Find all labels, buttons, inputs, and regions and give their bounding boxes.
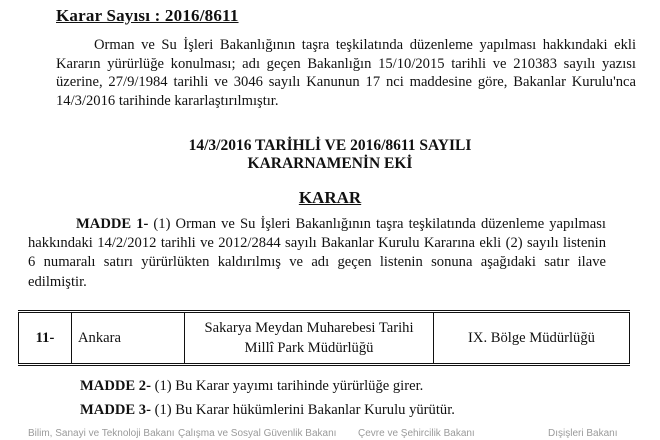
added-list-row-table [18, 310, 630, 366]
article-1-paragraph [28, 215, 606, 292]
karar-heading: KARAR [298, 188, 362, 207]
decision-number-heading: Karar Sayısı : 2016/8611 [56, 6, 239, 25]
row-unit-name-line-1: Sakarya Meydan Muharebesi Tarihi [204, 320, 414, 336]
article-1-text: (1) Orman ve Su İşleri Bakanlığının taşra teşkilatında düzenleme yapılması hakkındaki 14/2/2012 tarihli ve 2012/2844 sayılı Bakanlar Kurulu Kararına ekli (2) sayılı listenin 6 numaralı satırı yürürlükten kaldırılmış ve adı geçen listenin sonuna aşağıdaki satır ilave edilmiştir. [28, 216, 606, 290]
footer-minister-2: Çalışma ve Sosyal Güvenlik Bakanı [178, 428, 337, 439]
article-2-text: (1) Bu Karar yayımı tarihinde yürürlüğe girer. [150, 378, 424, 394]
article-3-text: (1) Bu Karar hükümlerini Bakanlar Kurulu yürütür. [150, 402, 455, 418]
annex-title-line-1: 14/3/2016 TARİHLİ VE 2016/8611 SAYILI [188, 137, 472, 154]
article-3-label: MADDE 3- [80, 402, 151, 418]
signature-footer [0, 428, 660, 440]
article-2-label: MADDE 2- [80, 378, 151, 394]
table-row [19, 312, 630, 365]
intro-paragraph: Orman ve Su İşleri Bakanlığının taşra teşkilatında düzenleme yapılması hakkındaki ekli Kararın yürürlüğe konulması; adı geçen Bakanlığın 15/10/2015 tarihli ve 210383 sayılı yazısı üzerine, 27/9/1984 tarihli ve 3046 sayılı Kanunun 17 nci maddesine göre, Bakanlar Kurulu'nca 14/3/2016 tarihinde kararlaştırılmıştır. [56, 37, 636, 109]
row-unit-name [185, 312, 434, 365]
row-city: Ankara [72, 312, 185, 365]
footer-minister-1: Bilim, Sanayi ve Teknoloji Bakanı [28, 428, 175, 439]
row-unit-name-line-2: Millî Park Müdürlüğü [244, 340, 374, 356]
row-regional-directorate: IX. Bölge Müdürlüğü [434, 312, 630, 365]
footer-minister-4: Dışişleri Bakanı [548, 428, 618, 439]
footer-minister-3: Çevre ve Şehircilik Bakanı [358, 428, 475, 439]
row-number: 11- [19, 312, 72, 365]
article-2-paragraph [80, 378, 423, 395]
article-1-label: MADDE 1- [76, 216, 149, 232]
annex-title-line-2: KARARNAMENİN EKİ [247, 155, 413, 172]
article-3-paragraph [80, 402, 455, 419]
